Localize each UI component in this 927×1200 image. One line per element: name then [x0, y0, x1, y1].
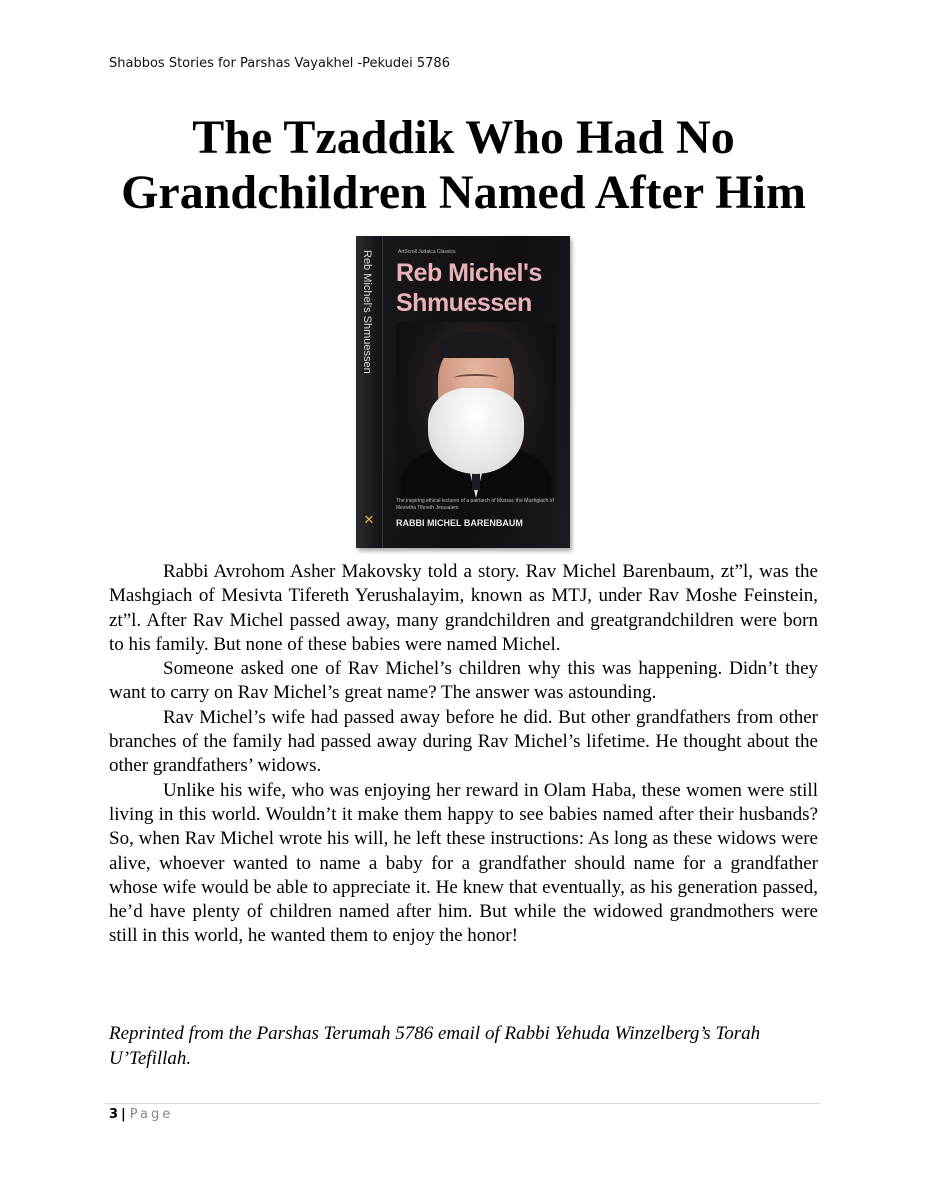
spine-text: Reb Michel's Shmuessen [361, 250, 373, 374]
cover-title [396, 258, 566, 318]
portrait-beard [428, 388, 524, 474]
cover-title-line-1: Reb Michel's [396, 259, 542, 287]
paragraph-3: Rav Michel’s wife had passed away before he did. But other grandfathers from other branches of the family had passed away during Rav Michel’s lifetime. He thought about the other grandfathers’ widows. [109, 706, 818, 777]
portrait-kippa [440, 332, 512, 358]
book-spine [356, 236, 383, 548]
title-line-2: Grandchildren Named After Him [121, 166, 806, 219]
article-body [109, 560, 818, 949]
title-line-1: The Tzaddik Who Had No [192, 111, 735, 164]
footer-divider [105, 1103, 820, 1104]
rabbi-portrait [396, 322, 556, 497]
publisher-logo-icon: ✕ [363, 513, 375, 528]
article-title [60, 110, 867, 220]
running-header: Shabbos Stories for Parshas Vayakhel -Pekudei 5786 [109, 56, 450, 71]
page-number: 3 [109, 1107, 119, 1122]
cover-kicker: ArtScroll Judaica Classics [398, 249, 456, 255]
page-footer [109, 1107, 173, 1122]
book-cover-image [356, 236, 570, 548]
page-label: Page [129, 1107, 174, 1122]
paragraph-2: Someone asked one of Rav Michel’s children why this was happening. Didn’t they want to carry on Rav Michel’s great name? The answer was astounding. [109, 658, 818, 704]
paragraph-1: Rabbi Avrohom Asher Makovsky told a story. Rav Michel Barenbaum, zt”l, was the Mashgiach of Mesivta Tifereth Yerushalayim, known as MTJ, under Rav Moshe Feinstein, zt”l. After Rav Michel passed away, many grandchildren and greatgrandchildren were born to his family. But none of these babies were named Michel. [109, 561, 818, 655]
reprint-credit: Reprinted from the Parshas Terumah 5786 email of Rabbi Yehuda Winzelberg’s Torah U’Tefillah. [109, 1023, 761, 1069]
footer-separator: | [121, 1107, 126, 1122]
portrait-eyes [454, 374, 498, 382]
cover-title-line-2: Shmuessen [396, 289, 532, 317]
cover-tagline: The inspiring ethical lectures of a patriarch of Mussar, the Mashgiach of Mesivtha Tifereth Jerusalem [396, 498, 554, 511]
paragraph-4: Unlike his wife, who was enjoying her reward in Olam Haba, these women were still living in this world. Wouldn’t it make them happy to see babies named after their husbands? So, when Rav Michel wrote his will, he left these instructions: As long as these widows were alive, whoever wanted to name a baby for a grandfather should name for a grandfather whose wife would be able to appreciate it. He knew that eventually, as his generation passed, he’d have plenty of children named after him. But while the widowed grandmothers were still in this world, he wanted them to enjoy the honor! [109, 779, 818, 947]
cover-author: RABBI MICHEL BARENBAUM [396, 518, 523, 528]
